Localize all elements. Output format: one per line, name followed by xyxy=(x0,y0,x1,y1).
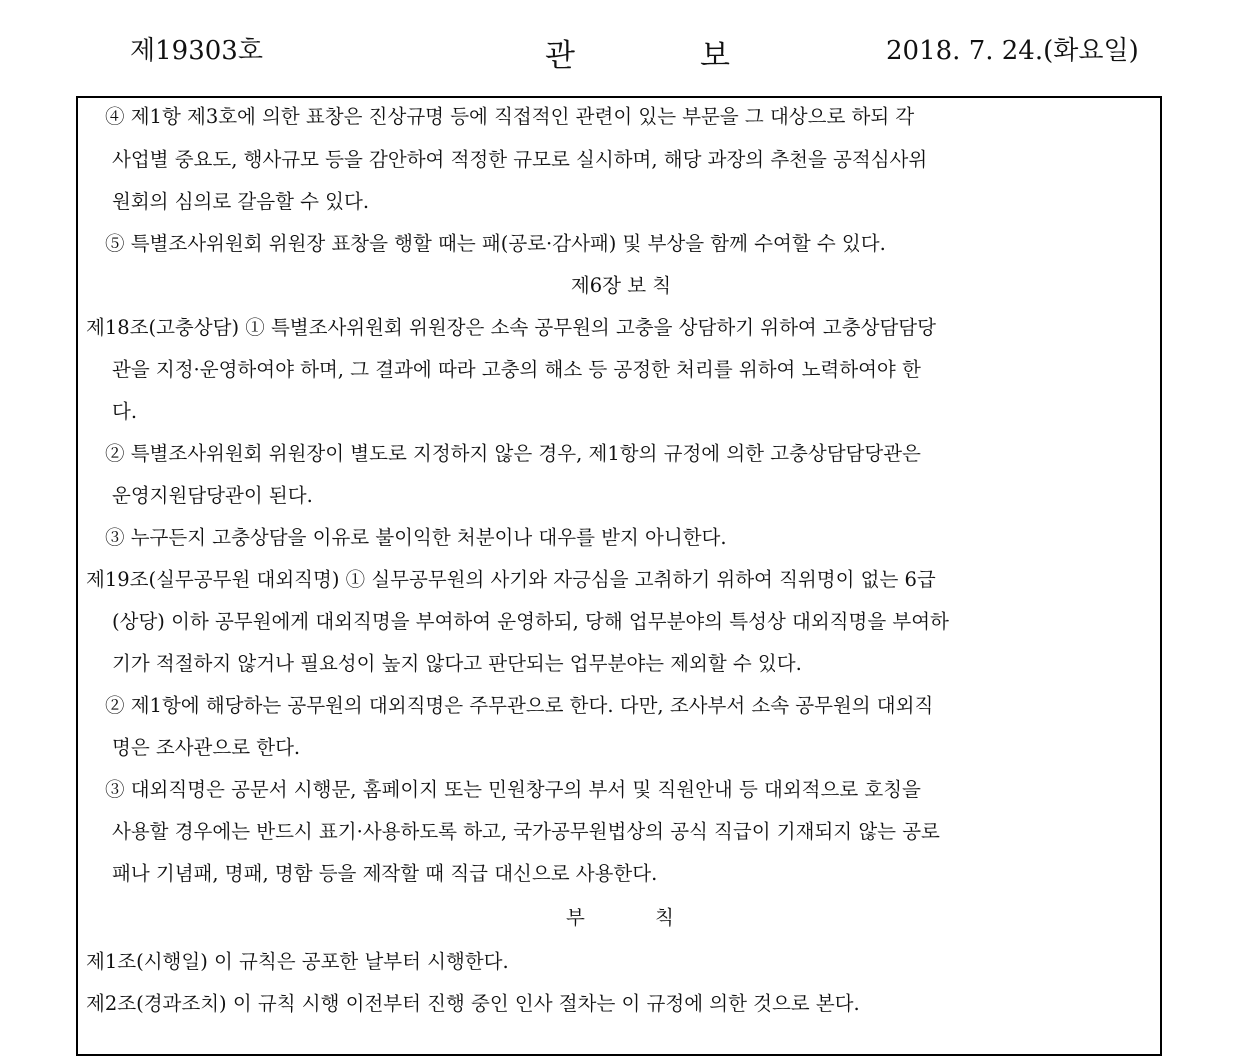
paragraph-line: 패나 기념패, 명패, 명함 등을 제작할 때 직급 대신으로 사용한다. xyxy=(112,862,658,885)
paragraph-line: ③ 누구든지 고충상담을 이유로 불이익한 처분이나 대우를 받지 아니한다. xyxy=(105,526,727,549)
paragraph-line: (상당) 이하 공무원에게 대외직명을 부여하여 운영하되, 당해 업무분야의 특성상 대외직명을 부여하 xyxy=(112,610,949,633)
paragraph-line: ② 제1항에 해당하는 공무원의 대외직명은 주무관으로 한다. 다만, 조사부서 소속 공무원의 대외직 xyxy=(105,694,934,717)
gazette-header xyxy=(0,30,1242,90)
article-19-line: 제19조(실무공무원 대외직명) ① 실무공무원의 사기와 자긍심을 고취하기 위하여 직위명이 없는 6급 xyxy=(86,568,936,591)
paragraph-line: ③ 대외직명은 공문서 시행문, 홈페이지 또는 민원창구의 부서 및 직원안내 등 대외적으로 호칭을 xyxy=(105,778,921,801)
addenda-article-1: 제1조(시행일) 이 규칙은 공포한 날부터 시행한다. xyxy=(86,950,509,973)
issue-number: 제19303호 xyxy=(130,36,263,66)
article-18-line: 제18조(고충상담) ① 특별조사위원회 위원장은 소속 공무원의 고충을 상담하기 위하여 고충상담담당 xyxy=(86,316,936,339)
paragraph-line: 기가 적절하지 않거나 필요성이 높지 않다고 판단되는 업무분야는 제외할 수 있다. xyxy=(112,652,802,675)
paragraph-line: 운영지원담당관이 된다. xyxy=(112,484,313,507)
gazette-title-part1: 관 xyxy=(545,38,575,74)
gazette-title-part2: 보 xyxy=(700,38,730,74)
issue-date: 2018. 7. 24.(화요일) xyxy=(886,36,1139,66)
paragraph-line: 다. xyxy=(112,400,138,423)
chapter-heading: 제6장 보 칙 xyxy=(570,274,672,297)
paragraph-line: 사업별 중요도, 행사규모 등을 감안하여 적정한 규모로 실시하며, 해당 과장의 추천을 공적심사위 xyxy=(112,148,928,171)
paragraph-line: 사용할 경우에는 반드시 표기·사용하도록 하고, 국가공무원법상의 공식 직급이 기재되지 않는 공로 xyxy=(112,820,940,843)
paragraph-line: ② 특별조사위원회 위원장이 별도로 지정하지 않은 경우, 제1항의 규정에 의한 고충상담담당관은 xyxy=(105,442,921,465)
paragraph-line: 명은 조사관으로 한다. xyxy=(112,736,301,759)
addenda-article-2: 제2조(경과조치) 이 규칙 시행 이전부터 진행 중인 인사 절차는 이 규정에 의한 것으로 본다. xyxy=(86,992,860,1015)
paragraph-line: ④ 제1항 제3호에 의한 표창은 진상규명 등에 직접적인 관련이 있는 부문을 그 대상으로 하되 각 xyxy=(105,105,915,128)
paragraph-line: ⑤ 특별조사위원회 위원장 표창을 행할 때는 패(공로·감사패) 및 부상을 함께 수여할 수 있다. xyxy=(105,232,886,255)
paragraph-line: 관을 지정·운영하여야 하며, 그 결과에 따라 고충의 해소 등 공정한 처리를 위하여 노력하여야 한 xyxy=(112,358,921,381)
addenda-heading-part2: 칙 xyxy=(655,906,674,929)
addenda-heading-part1: 부 xyxy=(566,906,585,929)
paragraph-line: 원회의 심의로 갈음할 수 있다. xyxy=(112,190,370,213)
